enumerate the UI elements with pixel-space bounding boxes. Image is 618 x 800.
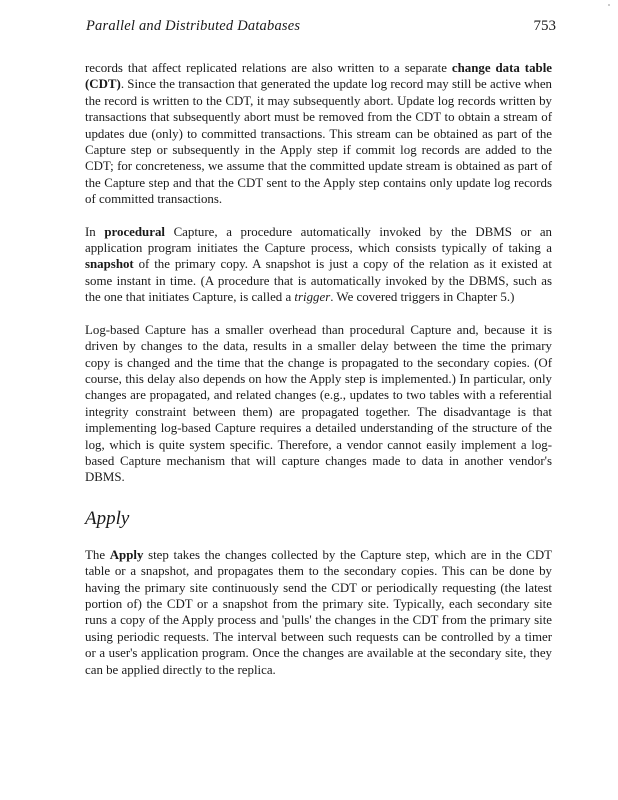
page-number: 753 (533, 18, 556, 34)
text-run: The (85, 547, 110, 562)
paragraph-log-based-capture: Log-based Capture has a smaller overhead than procedural Capture and, because it is driven by changes to the data, results in a smaller delay between the time the primary copy is changed and the time that the change is propagated to the secondary copies. (Of course, this delay also depends on how the Apply step is implemented.) In particular, only changes are propagated, and related changes (e.g., updates to two tables with a referential integrity constraint between them) are propagated together. The disadvantage is that implementing log-based Capture requires a detailed understanding of the structure of the log, which is quite system specific. Therefore, a vendor cannot easily implement a log-based Capture mechanism that will capture changes made to data in another vendor's DBMS. (85, 322, 552, 485)
running-title: Parallel and Distributed Databases (86, 18, 301, 34)
section-heading-apply: Apply (85, 507, 130, 529)
page-body (85, 60, 552, 678)
paragraph-procedural-capture (85, 224, 552, 306)
term-apply: Apply (109, 547, 144, 562)
term-procedural: procedural (104, 224, 165, 239)
text-run: In (85, 224, 105, 239)
text-run: step takes the changes collected by the Capture step, which are in the CDT table or a snapshot, and propagates them to the secondary copies. This can be done by having the primary site continuously send the CDT or periodically requesting (the latest portion of) the CDT or a snapshot from the primary site. Typically, each secondary site runs a copy of the Apply process and 'pulls' the changes in the CDT from the primary site using periodic requests. The interval between such requests can be controlled by a timer or a user's application program. Once the changes are available at the secondary site, they can be applied directly to the replica. (85, 547, 552, 677)
text-run: Capture, a procedure automatically invoked by the DBMS or an application program initiates the Capture process, which consists typically of taking a (85, 224, 552, 256)
scan-speck (608, 4, 610, 6)
text-run: . Since the transaction that generated the update log record may still be active when the record is written to the CDT, it may subsequently abort. Update log records written by transactions that subsequently abort must be removed from the CDT to obtain a stream of updates due (only) to committed transactions. This stream can be obtained as part of the Capture step or subsequently in the Apply step if commit log records are added to the CDT; for concreteness, we assume that the committed update stream is obtained as part of the Capture step and that the CDT sent to the Apply step contains only update log records of committed transactions. (85, 77, 552, 207)
paragraph-apply-step (85, 547, 552, 678)
term-snapshot: snapshot (85, 257, 134, 272)
text-run: records that affect replicated relations are also written to a separate (85, 61, 452, 75)
term-change-data-table: change data table (CDT) (85, 61, 553, 92)
running-header (86, 18, 556, 40)
term-trigger: trigger (294, 290, 331, 305)
text-run: . We covered triggers in Chapter 5.) (330, 290, 515, 305)
paragraph-cdt (85, 60, 552, 208)
text-run: of the primary copy. A snapshot is just a copy of the relation as it existed at some instant in time. (A procedure that is automatically invoked by the DBMS, such as the one that initiates Capture, is called a (85, 257, 552, 305)
